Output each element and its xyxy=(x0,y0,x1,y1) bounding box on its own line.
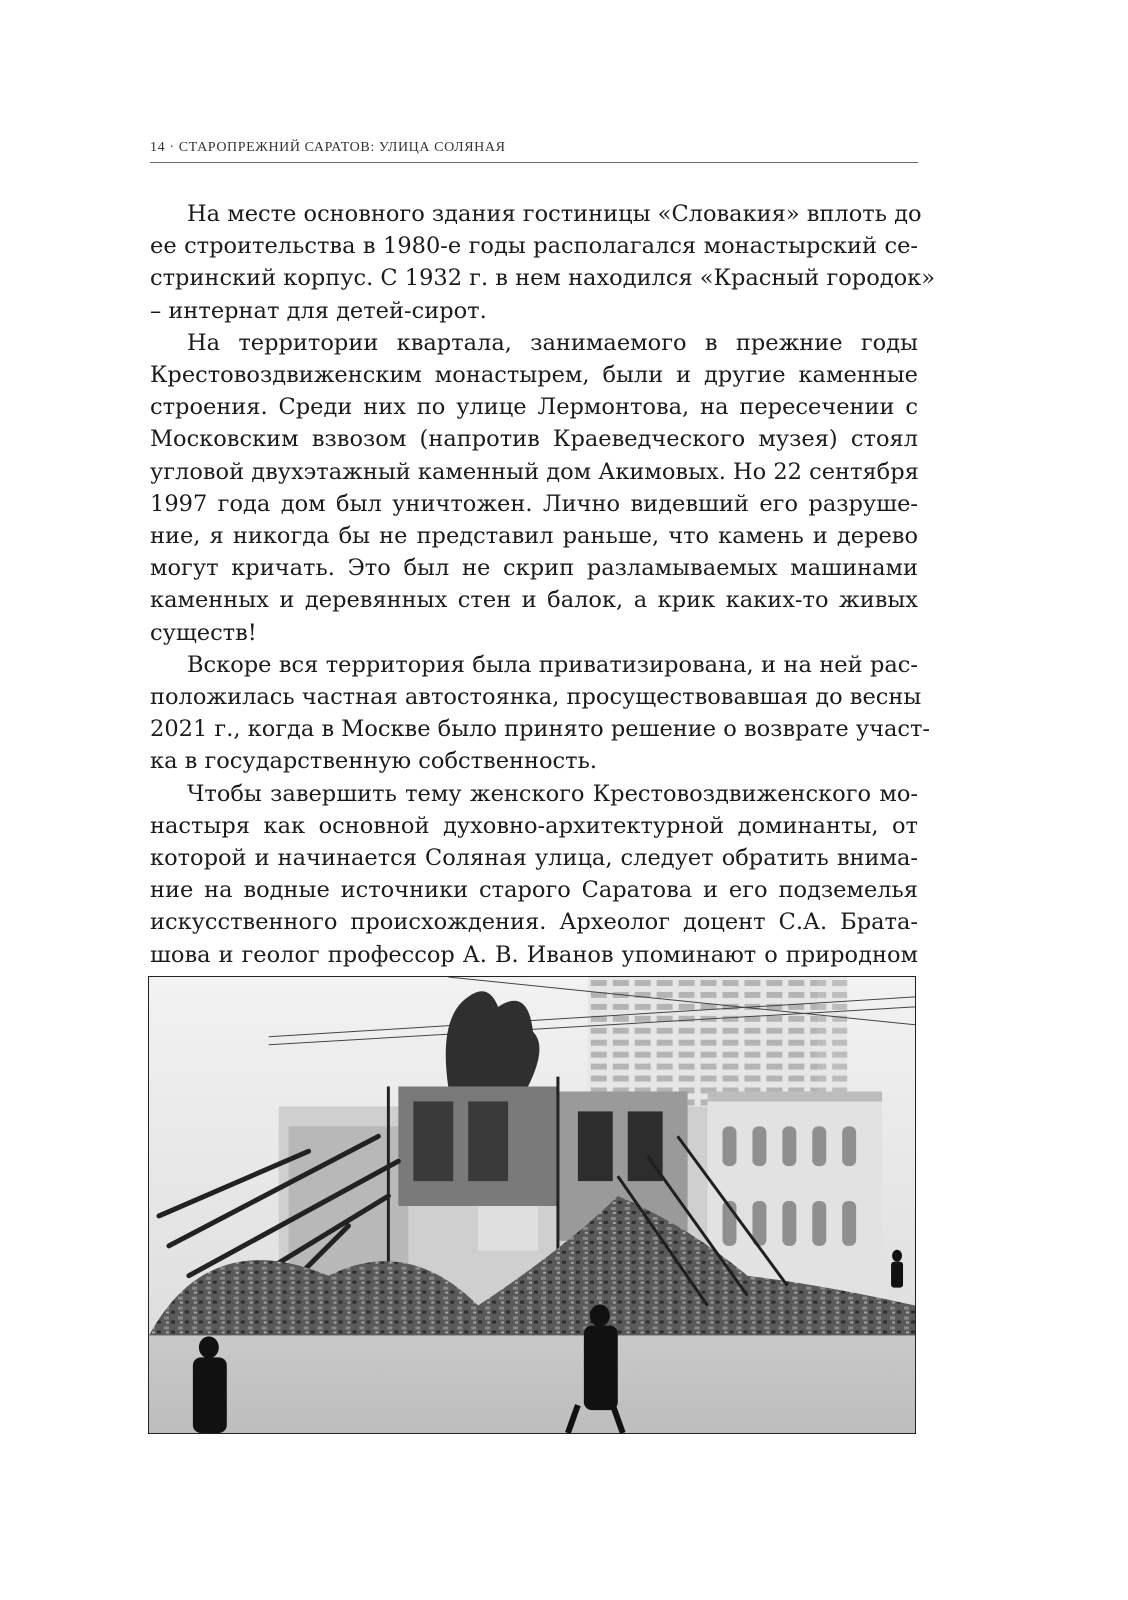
paragraph-2 xyxy=(150,327,918,649)
text-line: Московским взвозом (напротив Краеведческого музея) стоял xyxy=(150,426,918,453)
running-title: СТАРОПРЕЖНИЙ САРАТОВ: УЛИЦА СОЛЯНАЯ xyxy=(178,140,506,155)
paragraph-1 xyxy=(150,198,935,327)
head-separator: · xyxy=(169,140,175,155)
text-line: шова и геолог профессор А. В. Иванов упоминают о природном xyxy=(150,941,918,968)
text-line: ние, я никогда бы не представил раньше, что камень и дерево xyxy=(150,523,918,550)
text-line: стринский корпус. С 1932 г. в нем находился «Красный городок» xyxy=(150,265,935,292)
text-line: искусственного происхождения. Археолог доцент С.А. Брата- xyxy=(150,909,918,936)
text-line: строения. Среди них по улице Лермонтова, на пересечении с xyxy=(150,394,918,421)
text-line: На территории квартала, занимаемого в прежние годы xyxy=(187,329,918,356)
text-line: – интернат для детей-сирот. xyxy=(150,297,487,324)
text-line: каменных и деревянных стен и балок, а крик каких-то живых xyxy=(150,587,918,614)
paragraph-3 xyxy=(150,649,931,778)
text-line: положилась частная автостоянка, просуществовавшая до весны xyxy=(150,684,922,711)
text-line: ее строительства в 1980-е годы располагался монастырский се- xyxy=(150,233,918,260)
text-line: которой и начинается Соляная улица, следует обратить внима- xyxy=(150,845,918,872)
text-line: существ! xyxy=(150,619,257,646)
text-line: Крестовоздвиженским монастырем, были и другие каменные xyxy=(150,362,918,389)
body-text xyxy=(150,198,935,971)
text-line: 2021 г., когда в Москве было принято решение о возврате участ- xyxy=(150,716,931,743)
demolition-photo xyxy=(149,977,915,1433)
text-line: могут кричать. Это был не скрип разламываемых машинами xyxy=(150,555,918,582)
photo-figure xyxy=(148,976,916,1434)
text-line: настыря как основной духовно-архитектурной доминанты, от xyxy=(150,812,918,839)
running-head xyxy=(150,140,506,156)
header-rule xyxy=(150,162,918,163)
text-line: На месте основного здания гостиницы «Словакия» вплоть до xyxy=(187,201,922,227)
text-line: ка в государственную собственность. xyxy=(150,748,598,775)
paragraph-4 xyxy=(150,778,918,971)
text-line: угловой двухэтажный каменный дом Акимовых. Но 22 сентября xyxy=(150,458,919,485)
street xyxy=(149,1335,915,1433)
text-line: Вскоре вся территория была приватизирована, и на ней рас- xyxy=(187,651,918,678)
text-line: Чтобы завершить тему женского Крестовоздвиженского мо- xyxy=(187,780,918,807)
text-line: 1997 года дом был уничтожен. Лично видевший его разруше- xyxy=(150,490,918,517)
page-number: 14 xyxy=(150,140,166,155)
text-line: ние на водные источники старого Саратова и его подземелья xyxy=(150,877,918,904)
